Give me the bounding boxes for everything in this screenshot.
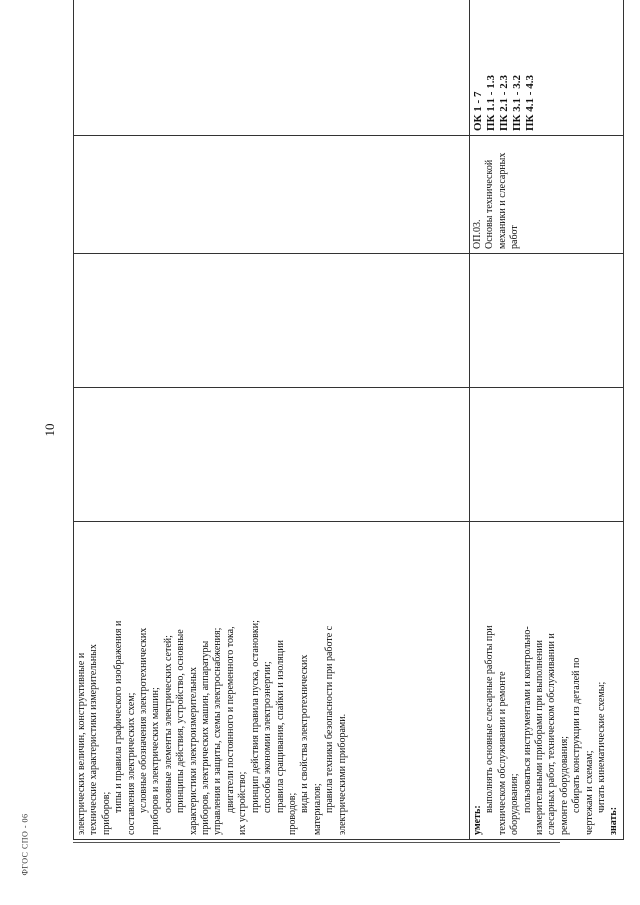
requirement-line: составления электрических схем; bbox=[125, 692, 137, 835]
discipline-name-line: работ bbox=[509, 225, 521, 249]
competency-code: ОК 1 - 7 bbox=[472, 91, 484, 131]
table-row-upper bbox=[74, 0, 470, 840]
requirement-line: слесарных работ, техническом обслуживании и bbox=[546, 633, 558, 835]
hours-class-cell-lower bbox=[470, 254, 624, 388]
requirement-line: техническом обслуживании и ремонте bbox=[496, 671, 508, 835]
requirement-line: проводов; bbox=[286, 792, 298, 835]
requirement-line: чертежам и схемам; bbox=[583, 750, 595, 835]
competency-table bbox=[73, 0, 624, 840]
requirement-line: правила сращивания, спайки и изоляции bbox=[274, 640, 286, 813]
competency-code: ПК 3.1 - 3.2 bbox=[511, 75, 523, 131]
footer-code: ФГОС СПО - 06 bbox=[20, 813, 30, 876]
hours-class-cell-upper bbox=[74, 254, 470, 388]
table-row-lower bbox=[470, 0, 624, 840]
competency-code: ПК 1.1 - 1.3 bbox=[485, 75, 497, 131]
competency-code: ПК 2.1 - 2.3 bbox=[498, 75, 510, 131]
requirements-cell-upper bbox=[74, 522, 470, 840]
requirement-line: материалов; bbox=[311, 783, 323, 835]
requirements-cell-lower bbox=[470, 522, 624, 840]
requirement-line: выполнять основные слесарные работы при bbox=[484, 625, 496, 813]
page-number: 10 bbox=[42, 423, 57, 437]
competency-table-wrapper bbox=[73, 0, 620, 840]
requirement-line: собирать конструкции из деталей по bbox=[571, 657, 583, 813]
requirement-line: основные элементы электрических сетей; bbox=[162, 635, 174, 813]
requirement-line: двигатели постоянного и переменного тока, bbox=[224, 626, 236, 813]
requirement-line: принцип действия правила пуска, остановки; bbox=[249, 620, 261, 813]
requirement-line: характеристики электроизмерительных bbox=[187, 667, 199, 835]
requirement-line: управления и защиты, схемы электроснабжения; bbox=[212, 627, 224, 835]
section-heading: уметь: bbox=[472, 805, 483, 835]
requirement-line: технические характеристики измерительных bbox=[88, 644, 100, 835]
requirement-line: читать кинематические схемы; bbox=[596, 681, 608, 813]
rotated-page bbox=[73, 0, 620, 840]
hours-max-cell-upper bbox=[74, 388, 470, 522]
requirement-line: оборудования; bbox=[509, 773, 521, 835]
discipline-cell-lower bbox=[470, 136, 624, 254]
requirement-line: правила техники безопасности при работе с bbox=[324, 625, 336, 813]
requirement-line: электрических величин, конструктивные и bbox=[76, 652, 87, 835]
footer-rule bbox=[73, 842, 560, 843]
discipline-cell-upper bbox=[74, 136, 470, 254]
competencies-cell-upper bbox=[74, 0, 470, 136]
section-heading: знать: bbox=[608, 806, 620, 835]
requirement-line: принципы действия, устройство, основные bbox=[175, 629, 187, 813]
competencies-cell-lower bbox=[470, 0, 624, 136]
requirement-line: типы и правила графического изображения и bbox=[113, 620, 125, 813]
discipline-name-line: механики и слесарных bbox=[496, 152, 508, 249]
requirement-line: виды и свойства электротехнических bbox=[299, 654, 311, 813]
discipline-name-line: ОП.03. bbox=[472, 219, 483, 249]
competency-code: ПК 4.1 - 4.3 bbox=[524, 75, 536, 131]
requirement-line: способы экономии электроэнергии; bbox=[262, 661, 274, 813]
requirement-line: измерительными приборами при выполнении bbox=[534, 640, 546, 835]
requirement-line: электрическими приборами. bbox=[336, 713, 348, 835]
requirement-line: их устройство; bbox=[237, 771, 249, 835]
requirement-line: пользоваться инструментами и контрольно- bbox=[521, 626, 533, 813]
requirement-line: условные обозначения электротехнических bbox=[138, 627, 150, 813]
requirement-line: ремонте оборудования; bbox=[558, 736, 570, 835]
requirement-line: приборов; bbox=[100, 791, 112, 835]
requirement-line: приборов и электрических машин; bbox=[150, 687, 162, 835]
requirement-line: приборов, электрических машин, аппаратуры bbox=[200, 640, 212, 835]
hours-max-cell-lower bbox=[470, 388, 624, 522]
discipline-name-line: Основы технической bbox=[484, 159, 496, 249]
